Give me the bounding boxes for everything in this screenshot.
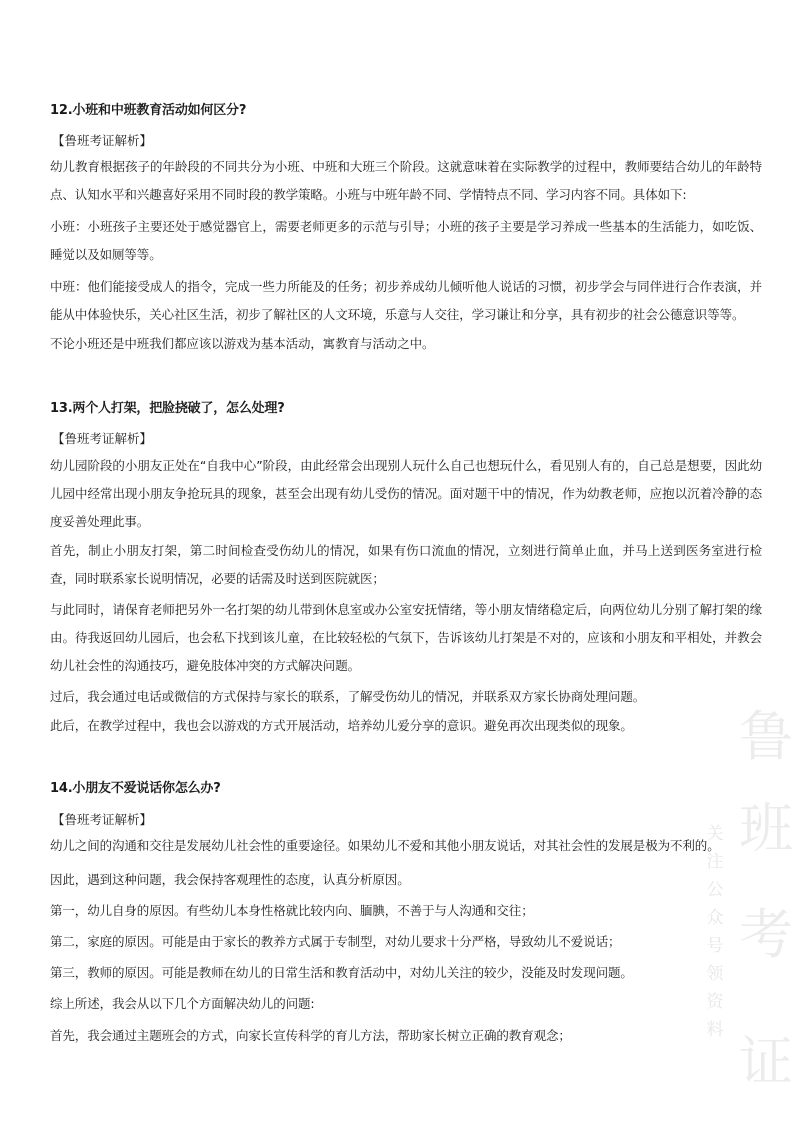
question-14-label: 【鲁班考证解析】 <box>52 812 153 827</box>
question-12-para-4: 不论小班还是中班我们都应该以游戏为基本活动，寓教育与活动之中。 <box>50 336 435 351</box>
question-14-para-4: 第二，家庭的原因。可能是由于家长的教养方式属于专制型，对幼儿要求十分严格，导致幼儿不爱说话； <box>50 934 621 949</box>
question-13-para-4: 过后，我会通过电话或微信的方式保持与家长的联系，了解受伤幼儿的情况，并联系双方家长协商处理问题。 <box>50 689 646 704</box>
watermark-char-1: 鲁 <box>739 705 793 768</box>
watermark-char-4: 证 <box>739 1030 793 1093</box>
question-12-para-2: 小班：小班孩子主要还处于感觉器官上，需要老师更多的示范与引导；小班的孩子主要是学习养成一些基本的生活能力，如吃饭、睡觉以及如厕等等。 <box>50 219 762 262</box>
watermark-char-3: 考 <box>739 903 793 966</box>
question-14-para-2: 因此，遇到这种问题，我会保持客观理性的态度，认真分析原因。 <box>50 872 410 887</box>
question-14-title: 14.小朋友不爱说话你怎么办? <box>50 781 221 796</box>
question-13-para-2: 首先，制止小朋友打架，第二时间检查受伤幼儿的情况，如果有伤口流血的情况，立刻进行简单止血，并马上送到医务室进行检查，同时联系家长说明情况，必要的话需及时送到医院就医； <box>50 543 762 586</box>
question-14-para-7: 首先，我会通过主题班会的方式，向家长宣传科学的育儿方法，帮助家长树立正确的教育观念； <box>50 1028 571 1043</box>
question-12-para-3: 中班：他们能接受成人的指令，完成一些力所能及的任务；初步养成幼儿倾听他人说话的习惯，初步学会与同伴进行合作表演，并能从中体验快乐，关心社区生活，初步了解社区的人文环境，乐意与人交往，学习谦让和分享，具有初步的社会公德意识等等。 <box>50 279 762 322</box>
watermark-char-2: 班 <box>739 797 793 860</box>
question-13-label: 【鲁班考证解析】 <box>52 431 153 446</box>
question-12-para-1: 幼儿教育根据孩子的年龄段的不同共分为小班、中班和大班三个阶段。这就意味着在实际教学的过程中，教师要结合幼儿的年龄特点、认知水平和兴趣喜好采用不同时段的教学策略。小班与中班年龄不同、学情特点不同、学习内容不同。具体如下: <box>50 159 762 202</box>
question-13-title: 13.两个人打架，把脸挠破了，怎么处理? <box>50 401 285 416</box>
question-13-para-5: 此后，在教学过程中，我也会以游戏的方式开展活动，培养幼儿爱分享的意识。避免再次出现类似的现象。 <box>50 718 633 733</box>
question-14-para-3: 第一，幼儿自身的原因。有些幼儿本身性格就比较内向、腼腆，不善于与人沟通和交往； <box>50 903 534 918</box>
question-14-para-5: 第三，教师的原因。可能是教师在幼儿的日常生活和教育活动中，对幼儿关注的较少，没能及时发现问题。 <box>50 965 633 980</box>
question-13-para-3: 与此同时，请保育老师把另外一名打架的幼儿带到休息室或办公室安抚情绪，等小朋友情绪稳定后，向两位幼儿分别了解打架的缘由。待我返回幼儿园后，也会私下找到该儿童，在比较轻松的气氛下，告诉该幼儿打架是不对的，应该和小朋友和平相处，并教会幼儿社会性的沟通技巧，避免肢体冲突的方式解决问题。 <box>50 602 762 673</box>
watermark-vertical-text: 关 注 公 众 号 领 资 料 <box>706 824 724 1040</box>
question-12-title: 12.小班和中班教育活动如何区分? <box>50 103 247 118</box>
question-13-para-1: 幼儿园阶段的小朋友正处在“自我中心”阶段，由此经常会出现别人玩什么自己也想玩什么，看见别人有的，自己总是想要，因此幼儿园中经常出现小朋友争抢玩具的现象，甚至会出现有幼儿受伤的情况。面对题干中的情况，作为幼教老师，应抱以沉着冷静的态度妥善处理此事。 <box>50 458 762 529</box>
question-14-para-6: 综上所述，我会从以下几个方面解决幼儿的问题: <box>50 996 315 1011</box>
question-12-label: 【鲁班考证解析】 <box>52 133 153 148</box>
question-14-para-1: 幼儿之间的沟通和交往是发展幼儿社会性的重要途径。如果幼儿不爱和其他小朋友说话，对其社会性的发展是极为不利的。 <box>50 838 720 853</box>
